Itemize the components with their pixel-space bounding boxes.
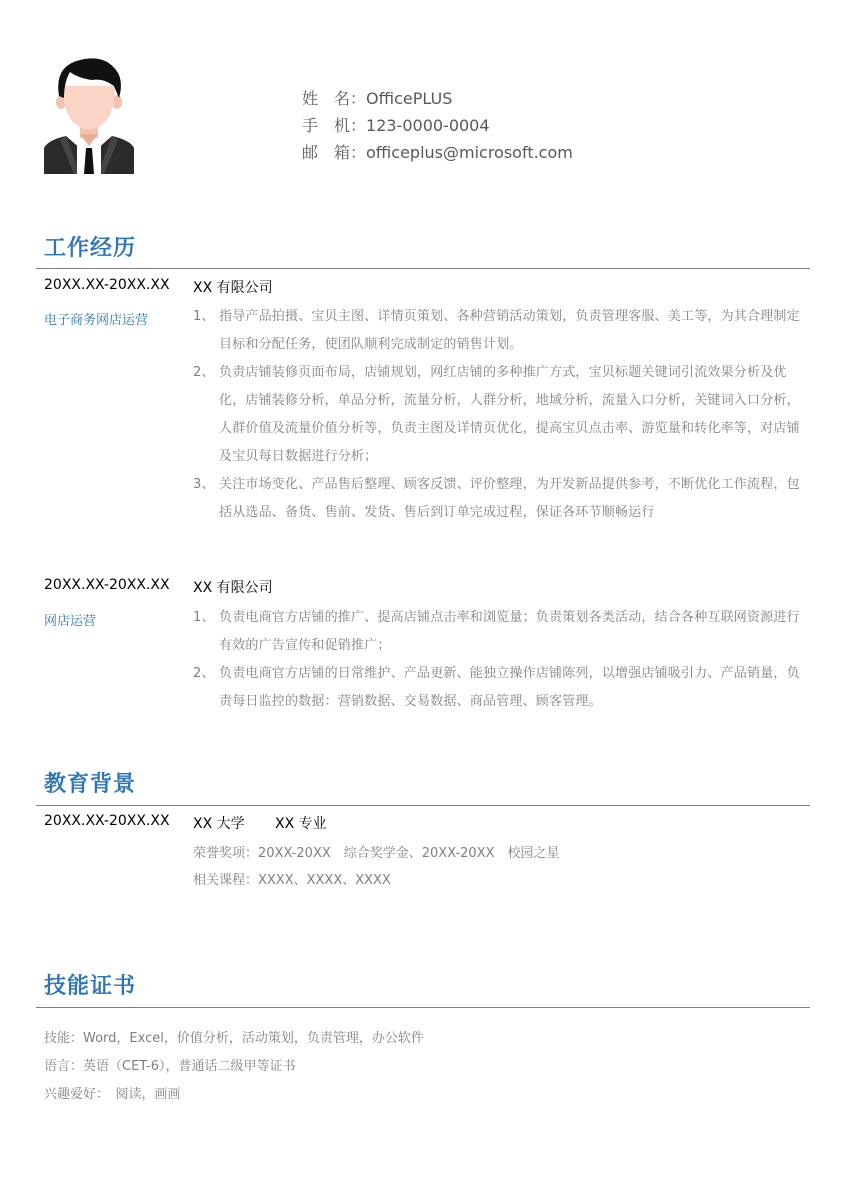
education-school: XX 大学 — [193, 816, 245, 832]
hobby-line: 兴趣爱好： 阅读，画画 — [44, 1087, 181, 1102]
duty-text: 指导产品拍摄、宝贝主图、详情页策划、各种营销活动策划，负责管理客服、美工等，为其合理制定目标和分配任务，使团队顺利完成制定的销售计划。 — [219, 309, 800, 352]
contact-email-label: 邮 箱： — [302, 143, 367, 162]
job-date: 20XX.XX-20XX.XX — [44, 277, 170, 293]
contact-phone-label: 手 机： — [302, 116, 367, 135]
duty-item — [193, 303, 805, 359]
job-role: 电子商务网店运营 — [44, 313, 149, 328]
work-section-rule — [36, 268, 810, 269]
duty-text: 负责店铺装修页面布局，店铺规划，网红店铺的多种推广方式，宝贝标题关键词引流效果分析及优化，店铺装修分析，单品分析，流量分析，人群分析，地域分析，流量入口分析，关键词入口分析，人群价值及流量价值分析等，负责主图及详情页优化，提高宝贝点击率、游览量和转化率等，对店铺及宝贝每日数据进行分析； — [219, 365, 800, 464]
contact-name-label: 姓 名： — [302, 89, 367, 108]
duty-number: 2、 — [193, 666, 215, 681]
contact-email-row — [302, 140, 573, 163]
work-section-title: 工作经历 — [44, 236, 137, 261]
education-honors: 荣誉奖项：20XX-20XX 综合奖学金、20XX-20XX 校园之星 — [193, 846, 560, 861]
job-company: XX 有限公司 — [193, 580, 273, 596]
contact-name: OfficePLUS — [366, 89, 453, 108]
skills-section-title: 技能证书 — [44, 974, 137, 999]
duty-item — [193, 604, 805, 660]
education-date: 20XX.XX-20XX.XX — [44, 813, 170, 829]
education-section-rule — [36, 805, 810, 806]
language-line: 语言：英语（CET-6），普通话二级甲等证书 — [44, 1059, 296, 1074]
education-major: XX 专业 — [275, 816, 327, 832]
job-company: XX 有限公司 — [193, 280, 273, 296]
job-role: 网店运营 — [44, 614, 97, 629]
skills-section-rule — [36, 1007, 810, 1008]
skills-line: 技能：Word，Excel，价值分析，活动策划，负责管理，办公软件 — [44, 1031, 424, 1046]
duty-number: 2、 — [193, 365, 215, 380]
contact-name-row — [302, 86, 452, 109]
duty-number: 3、 — [193, 477, 215, 492]
education-section-title: 教育背景 — [44, 772, 137, 797]
duty-item — [193, 359, 805, 471]
contact-phone: 123-0000-0004 — [366, 116, 490, 135]
contact-phone-row — [302, 113, 490, 136]
job-date: 20XX.XX-20XX.XX — [44, 577, 170, 593]
duty-number: 1、 — [193, 309, 215, 324]
education-courses: 相关课程：XXXX、XXXX、XXXX — [193, 873, 391, 888]
job-duties — [193, 604, 805, 716]
contact-email[interactable]: officeplus@microsoft.com — [366, 143, 573, 162]
avatar — [44, 56, 134, 174]
duty-text: 负责电商官方店铺的推广、提高店铺点击率和浏览量；负责策划各类活动，结合各种互联网资源进行有效的广告宣传和促销推广； — [219, 610, 800, 653]
duty-text: 负责电商官方店铺的日常维护、产品更新、能独立操作店铺陈列，以增强店铺吸引力、产品销量，负责每日监控的数据：营销数据、交易数据、商品管理、顾客管理。 — [219, 666, 800, 709]
duty-number: 1、 — [193, 610, 215, 625]
duty-item — [193, 660, 805, 716]
duty-text: 关注市场变化、产品售后整理、顾客反馈、评价整理，为开发新品提供参考，不断优化工作流程，包括从选品、备货、售前、发货、售后到订单完成过程，保证各环节顺畅运行 — [219, 477, 800, 520]
job-duties — [193, 303, 805, 527]
duty-item — [193, 471, 805, 527]
